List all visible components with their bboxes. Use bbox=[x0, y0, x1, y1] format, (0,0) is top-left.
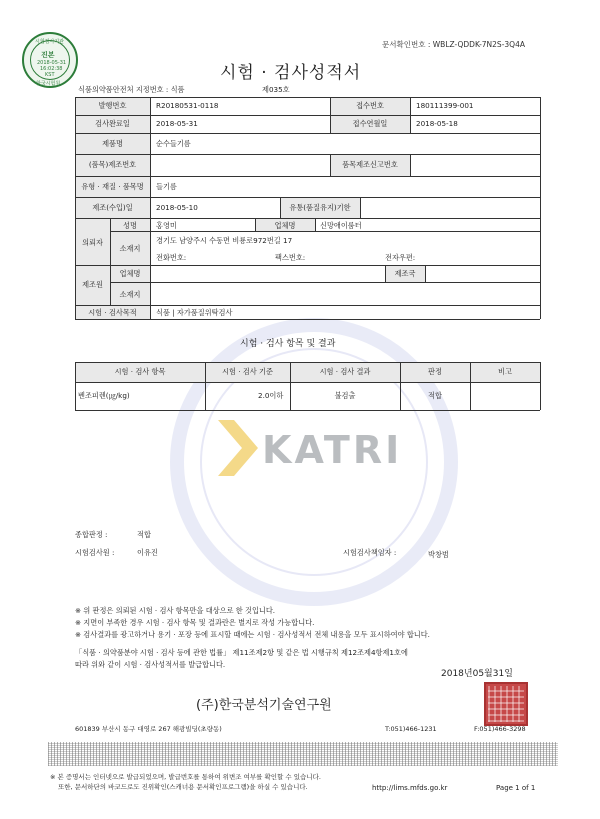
seal-center-text: 진본 bbox=[41, 51, 55, 59]
client-company-label: 업체명 bbox=[274, 221, 296, 230]
verification-barcode bbox=[48, 742, 558, 766]
page-number: Page 1 of 1 bbox=[496, 784, 536, 792]
mfg-date-label: 제조(수입)일 bbox=[92, 203, 133, 212]
mfg-date-value: 2018-05-10 bbox=[156, 203, 198, 212]
product-label: 제품명 bbox=[102, 139, 123, 148]
receipt-date-label: 접수연월일 bbox=[352, 119, 388, 128]
seal-top-text: 시험검사기관 bbox=[35, 39, 64, 45]
results-header-item: 시험 · 검사 항목 bbox=[114, 367, 166, 376]
seal-bottom-text: 한국시험원 bbox=[36, 81, 61, 87]
maker-address-label: 소재지 bbox=[119, 290, 141, 299]
results-header-standard: 시험 · 검사 기준 bbox=[222, 367, 273, 376]
issue-no-label: 발행번호 bbox=[98, 101, 127, 110]
results-header-result: 시험 · 검사 결과 bbox=[319, 367, 371, 376]
report-no-label: 품목제조신고번호 bbox=[342, 160, 398, 169]
result-standard: 2.0이하 bbox=[258, 391, 284, 400]
issue-date: 2018년05월31일 bbox=[441, 669, 513, 679]
katri-logo-mark-icon bbox=[218, 420, 258, 476]
client-address-value: 경기도 남양주시 수동면 비룡로972번길 17 bbox=[156, 236, 293, 245]
product-value: 순수들기름 bbox=[156, 139, 191, 148]
client-fax-label: 팩스번호: bbox=[275, 253, 306, 262]
organization-address: 601839 부산시 동구 대영로 267 해광빌딩(초량동) bbox=[75, 725, 222, 733]
client-address-label: 소재지 bbox=[119, 244, 141, 253]
doc-confirm-number: 문서확인번호 : WBLZ-QDDK-7N2S-3Q4A bbox=[382, 40, 525, 49]
receipt-no-value: 180111399-001 bbox=[416, 101, 474, 110]
designation-label: 식품의약품안전처 지정번호 : 식품 bbox=[78, 85, 185, 94]
designation-number: 제035호 bbox=[262, 85, 290, 94]
tester-label: 시험검사원 : bbox=[75, 548, 115, 557]
organization-fax: F:051)466-3298 bbox=[474, 725, 526, 733]
purpose-value: 식품 | 자가품질위탁검사 bbox=[156, 308, 233, 317]
complete-date-value: 2018-05-31 bbox=[156, 119, 198, 128]
seal-code: KST bbox=[45, 72, 55, 78]
complete-date-label: 검사완료일 bbox=[95, 119, 130, 128]
result-judgement: 적합 bbox=[428, 391, 442, 400]
law-line-2: 따라 위와 같이 시험 · 검사성적서를 발급합니다. bbox=[75, 660, 226, 669]
client-email-label: 전자우편: bbox=[385, 253, 416, 262]
client-company-value: 신망애이룸터 bbox=[320, 221, 362, 230]
footer-line-1: ※ 본 증명서는 인터넷으로 발급되었으며, 발급번호를 통하여 위변조 여부를 확인할 수 있습니다. bbox=[50, 773, 321, 781]
result-item: 벤조피렌(㎍/kg) bbox=[78, 391, 130, 400]
client-name-label: 성명 bbox=[123, 221, 137, 230]
purpose-label: 시험 · 검사목적 bbox=[88, 308, 137, 317]
maker-company-label: 업체명 bbox=[119, 269, 141, 278]
result-value: 불검출 bbox=[334, 391, 356, 400]
watermark-brand: KATRI bbox=[262, 428, 403, 472]
note-line: ※ 위 판정은 의뢰된 시험 · 검사 항목만을 대상으로 한 것입니다. bbox=[75, 606, 276, 615]
note-line: ※ 검사결과를 광고하거나 용기 · 포장 등에 표시할 때에는 시험 · 검사성적서 전체 내용을 모두 표시하여야 합니다. bbox=[75, 630, 430, 639]
manager-value: 박창범 bbox=[428, 550, 449, 559]
type-label: 유형 · 재질 · 품목명 bbox=[81, 182, 144, 191]
overall-value: 적합 bbox=[137, 530, 151, 539]
issue-no-value: R20180531-0118 bbox=[156, 101, 219, 110]
client-name-value: 홍영미 bbox=[156, 221, 177, 230]
footer-line-2: 또한, 문서하단의 바코드로도 진위확인(스캐너용 문서확인프로그램)을 하실 수 있습니다. bbox=[58, 783, 308, 791]
client-phone-label: 전화번호: bbox=[156, 253, 187, 262]
results-header-note: 비고 bbox=[498, 367, 512, 376]
stamp-pattern bbox=[488, 686, 524, 722]
tester-value: 이유진 bbox=[137, 548, 158, 557]
client-label: 의뢰자 bbox=[82, 238, 103, 247]
page-title: 시험 · 검사성적서 bbox=[220, 63, 362, 83]
law-line-1: 「식품 · 의약품분야 시험 · 검사 등에 관한 법률」 제11조제2항 및 같은 법 시행규칙 제12조제4항제1호에 bbox=[75, 648, 408, 657]
receipt-no-label: 접수번호 bbox=[356, 101, 384, 110]
organization-tel: T:051)466-1231 bbox=[385, 725, 437, 733]
maker-label: 제조원 bbox=[82, 280, 103, 289]
seal-time: 16:02:38 bbox=[40, 66, 63, 72]
overall-label: 종합판정 : bbox=[75, 530, 108, 539]
footer-url[interactable]: http://lims.mfds.go.kr bbox=[372, 784, 448, 792]
maker-country-label: 제조국 bbox=[394, 269, 416, 278]
receipt-date-value: 2018-05-18 bbox=[416, 119, 458, 128]
type-value: 들기름 bbox=[156, 182, 177, 191]
organization-name: (주)한국분석기술연구원 bbox=[196, 698, 332, 713]
item-no-label: (품목)제조번호 bbox=[88, 160, 137, 169]
results-title: 시험 · 검사 항목 및 결과 bbox=[240, 339, 336, 349]
manager-label: 시험검사책임자 : bbox=[343, 548, 397, 557]
seal-date: 2018-05-31 bbox=[37, 60, 67, 66]
results-header-judgement: 판정 bbox=[428, 367, 442, 376]
note-line: ※ 지면이 부족한 경우 시험 · 검사 항목 및 결과란은 별지로 작성 가능합니다. bbox=[75, 618, 315, 627]
expiry-label: 유통(품질유지)기한 bbox=[289, 203, 351, 212]
